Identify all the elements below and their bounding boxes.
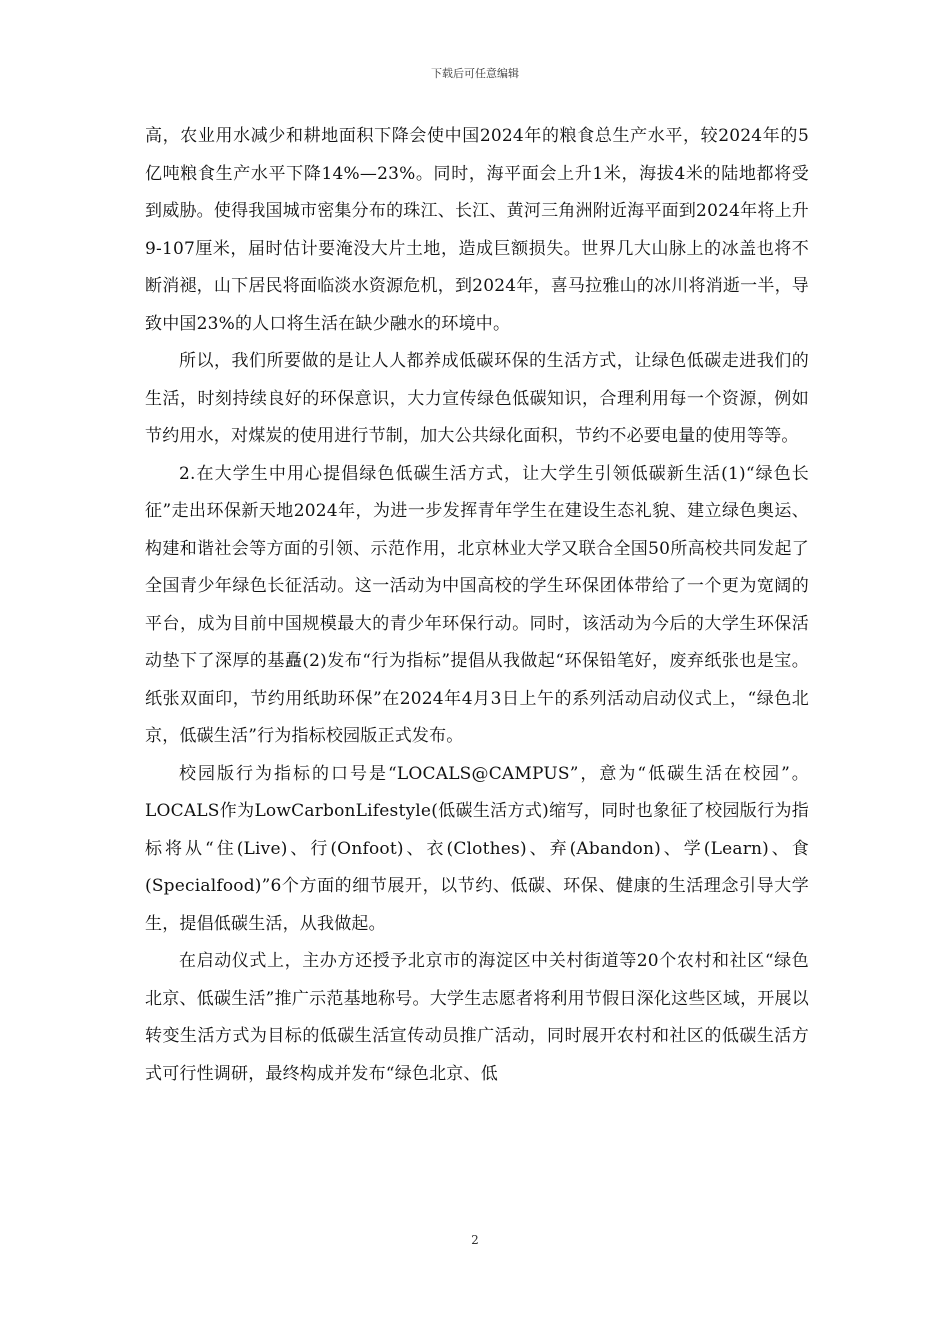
document-body	[145, 118, 809, 1093]
paragraph: 校园版行为指标的口号是“LOCALS@CAMPUS”，意为“低碳生活在校园”。LOCALS作为LowCarbonLifestyle(低碳生活方式)缩写，同时也象征了校园版行为指标将从“住(Live)、行(Onfoot)、衣(Clothes)、弃(Abandon)、学(Learn)、食(Specialfood)”6个方面的细节展开，以节约、低碳、环保、健康的生活理念引导大学生，提倡低碳生活，从我做起。	[145, 763, 809, 934]
paragraph-continuation: 高，农业用水减少和耕地面积下降会使中国2024年的粮食总生产水平，较2024年的5亿吨粮食生产水平下降14%—23%。同时，海平面会上升1米，海拔4米的陆地都将受到威胁。使得我国城市密集分布的珠江、长江、黄河三角洲附近海平面到2024年将上升9-107厘米，届时估计要淹没大片土地，造成巨额损失。世界几大山脉上的冰盖也将不断消褪，山下居民将面临淡水资源危机，到2024年，喜马拉雅山的冰川将消逝一半，导致中国23%的人口将生活在缺少融水的环境中。	[145, 126, 809, 334]
paragraph: 2.在大学生中用心提倡绿色低碳生活方式，让大学生引领低碳新生活(1)“绿色长征”走出环保新天地2024年，为进一步发挥青年学生在建设生态礼貌、建立绿色奥运、构建和谐社会等方面的引领、示范作用，北京林业大学又联合全国50所高校共同发起了全国青少年绿色长征活动。这一活动为中国高校的学生环保团体带给了一个更为宽阔的平台，成为目前中国规模最大的青少年环保行动。同时，该活动为今后的大学生环保活动垫下了深厚的基矗(2)发布“行为指标”提倡从我做起“环保铅笔好，废弃纸张也是宝。纸张双面印，节约用纸助环保”在2024年4月3日上午的系列活动启动仪式上，“绿色北京，低碳生活”行为指标校园版正式发布。	[145, 463, 809, 746]
page-header: 下载后可任意编辑	[431, 67, 519, 80]
paragraph: 所以，我们所要做的是让人人都养成低碳环保的生活方式，让绿色低碳走进我们的生活，时刻持续良好的环保意识，大力宣传绿色低碳知识，合理利用每一个资源，例如节约用水，对煤炭的使用进行节制，加大公共绿化面积，节约不必要电量的使用等等。	[145, 351, 809, 446]
page-number: 2	[471, 1233, 479, 1247]
paragraph: 在启动仪式上，主办方还授予北京市的海淀区中关村街道等20个农村和社区“绿色北京、低碳生活”推广示范基地称号。大学生志愿者将利用节假日深化这些区域，开展以转变生活方式为目标的低碳生活宣传动员推广活动，同时展开农村和社区的低碳生活方式可行性调研，最终构成并发布“绿色北京、低	[145, 951, 809, 1084]
